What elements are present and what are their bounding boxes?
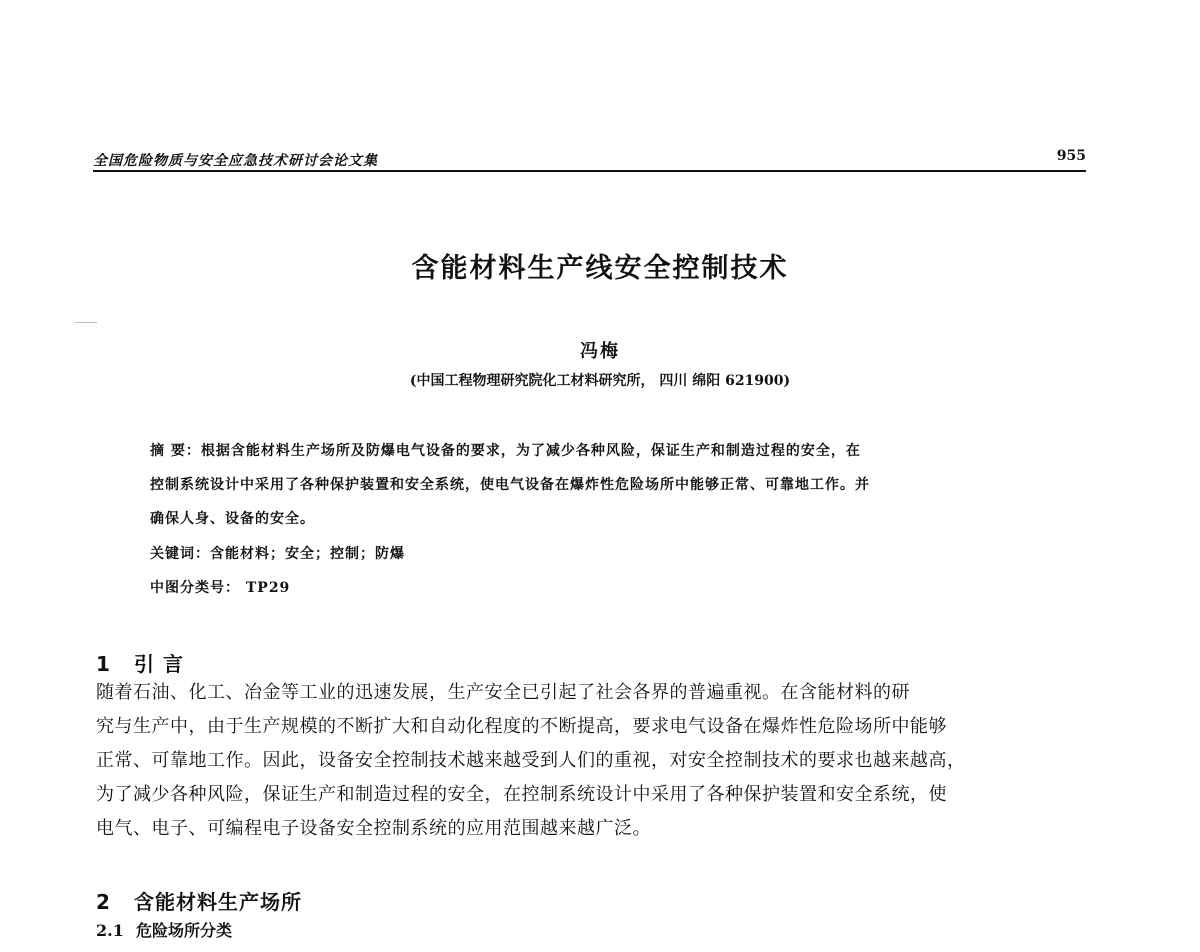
abstract-line: 摘 要：根据含能材料生产场所及防爆电气设备的要求，为了减少各种风险，保证生产和制造过程的安全，在 — [150, 443, 861, 459]
paper-title: 含能材料生产线安全控制技术 — [411, 253, 789, 284]
paragraph-line: 正常、可靠地工作。因此，设备安全控制技术越来越受到人们的重视，对安全控制技术的要求也越来越高， — [96, 750, 966, 771]
paragraph-line: 为了减少各种风险，保证生产和制造过程的安全，在控制系统设计中采用了各种保护装置和安全系统，使 — [96, 784, 947, 805]
section-number: 1 — [96, 652, 111, 676]
abstract-line: 控制系统设计中采用了各种保护装置和安全系统，使电气设备在爆炸性危险场所中能够正常、可靠地工作。并 — [150, 477, 870, 493]
journal-name: 全国危险物质与安全应急技术研讨会论文集 — [93, 153, 378, 169]
keywords: 关键词：含能材料；安全；控制；防爆 — [150, 546, 405, 562]
margin-mark — [75, 322, 97, 323]
subsection-number: 2.1 — [96, 921, 124, 940]
section-number: 2 — [96, 890, 111, 914]
subsection-title: 危险场所分类 — [136, 921, 233, 940]
subsection-2-1-heading — [96, 918, 232, 941]
page-number: 955 — [1056, 148, 1086, 164]
author-affiliation: (中国工程物理研究院化工材料研究所， 四川 绵阳 621900) — [409, 373, 791, 389]
section-2-heading — [96, 886, 302, 915]
paragraph-line: 随着石油、化工、冶金等工业的迅速发展，生产安全已引起了社会各界的普遍重视。在含能材料的研 — [96, 682, 910, 703]
classification-number: 中图分类号： TP29 — [150, 580, 291, 596]
running-header — [93, 150, 1086, 172]
author-name: 冯梅 — [580, 341, 620, 362]
paragraph-line: 电气、电子、可编程电子设备安全控制系统的应用范围越来越广泛。 — [96, 818, 651, 839]
paragraph-line: 究与生产中，由于生产规模的不断扩大和自动化程度的不断提高，要求电气设备在爆炸性危险场所中能够 — [96, 716, 947, 737]
abstract-line: 确保人身、设备的安全。 — [150, 511, 315, 527]
section-title: 引 言 — [134, 652, 184, 676]
section-title: 含能材料生产场所 — [134, 890, 302, 914]
section-1-heading — [96, 648, 184, 677]
